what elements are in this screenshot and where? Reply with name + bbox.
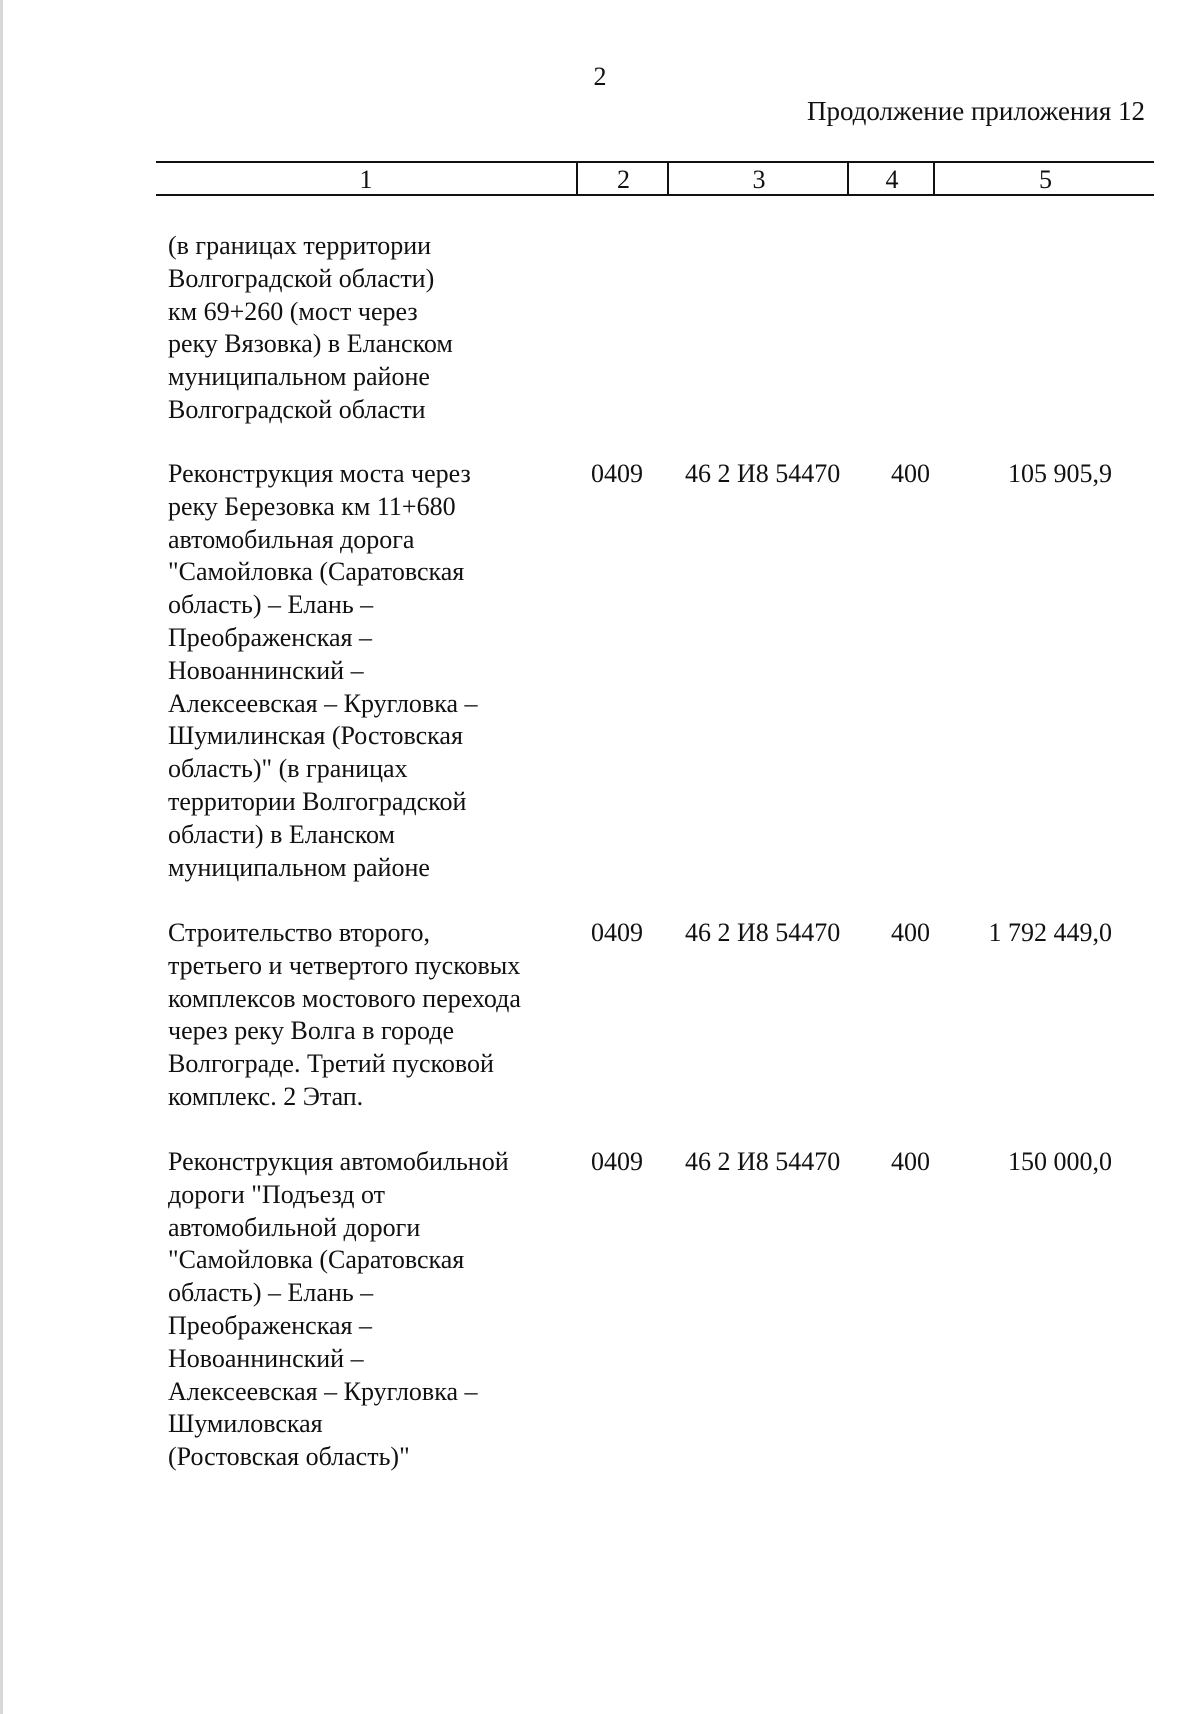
column-header-2: 2 [576,163,669,196]
row-amount: 1 792 449,0 [988,918,1112,947]
row-section-code: 0409 [591,1147,643,1176]
row-amount: 150 000,0 [1008,1147,1112,1176]
row-name: Строительство второго, третьего и четвертого пусковых комплексов мостового перехода через реку Волга в городе Волгограде. Третий пусковой комплекс. 2 Этап. [168,918,521,1111]
scan-edge-shadow [0,0,3,1714]
continuation-heading: Продолжение приложения 12 [806,96,1145,126]
row-expense-type: 400 [891,1147,930,1176]
column-header-1: 1 [359,165,373,194]
row-section-code: 0409 [591,459,643,488]
row-expense-type: 400 [891,459,930,488]
row-section-code: 0409 [591,918,643,947]
table-header-row [156,163,1154,196]
page-number: 2 [593,62,607,91]
column-header-4: 4 [847,163,935,196]
row-expense-type: 400 [891,918,930,947]
table-header-bottom-rule [156,194,1154,196]
row-amount: 105 905,9 [1008,459,1112,488]
row-name: Реконструкция автомобильной дороги "Подъезд от автомобильной дороги "Самойловка (Саратовская область) – Елань – Преображенская – Новоаннинский – Алексеевская – Кругловка – Шумиловская (Ростовская область)" [168,1147,509,1472]
row-name: Реконструкция моста через реку Березовка км 11+680 автомобильная дорога "Самойловка (Саратовская область) – Елань – Преображенская – Новоаннинский – Алексеевская – Кругловка – Шумилинская (Ростовская область)" (в границах территории Волгоградской области) в Еланском муниципальном районе [168,459,478,882]
row-target-code: 46 2 И8 54470 [685,1147,841,1176]
row-target-code: 46 2 И8 54470 [685,459,841,488]
row-name: (в границах территории Волгоградской области) км 69+260 (мост через реку Вязовка) в Еланском муниципальном районе Волгоградской области [168,231,453,424]
column-header-5: 5 [933,163,1156,196]
column-header-3: 3 [667,163,849,196]
row-target-code: 46 2 И8 54470 [685,918,841,947]
